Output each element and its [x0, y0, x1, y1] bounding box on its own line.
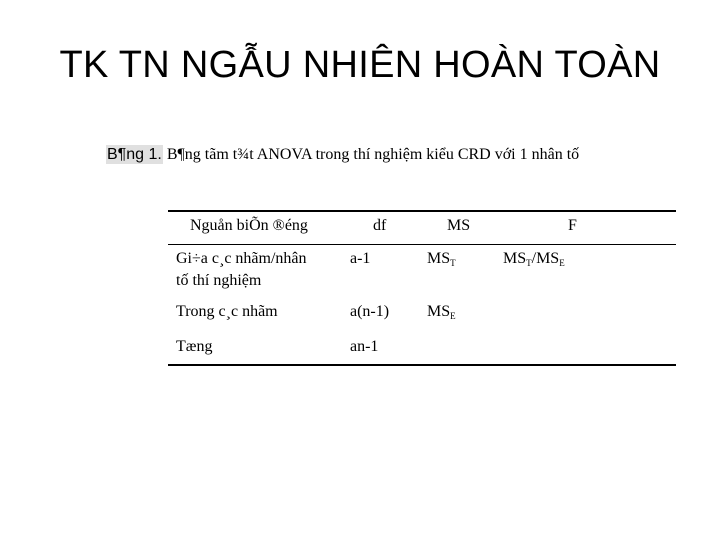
caption-label: B¶ng 1. [107, 146, 162, 163]
row1-ms: $MS_T$ [427, 250, 456, 268]
header-f: F [568, 217, 577, 234]
header-source: Nguån biÕn ®éng [190, 217, 308, 234]
slide-title: TK TN NGẪU NHIÊN HOÀN TOÀN [59, 44, 661, 86]
row1-df: a-1 [350, 250, 371, 267]
table-caption [106, 146, 579, 164]
header-ms: MS [447, 217, 471, 234]
table-bottom-rule [168, 364, 676, 366]
row2-ms: $MS_E$ [427, 303, 456, 321]
row2-df: a(n-1) [350, 303, 390, 320]
caption-text: B¶ng tãm t¾t ANOVA trong thí nghiệm kiểu CRD với 1 nhân tố [162, 146, 580, 163]
table-top-rule [168, 210, 676, 212]
header-df: df [373, 217, 387, 234]
row1-source-line1: Gi÷a c¸c nhãm/nhân [176, 250, 307, 267]
row2-source: Trong c¸c nhãm [176, 303, 278, 320]
table-header-rule [168, 244, 676, 245]
row3-df: an-1 [350, 338, 379, 355]
row1-source-line2: tố thí nghiệm [176, 272, 262, 289]
row3-source: Tæng [176, 338, 213, 355]
row1-f: $MS_T/MS_E$ [503, 250, 565, 268]
